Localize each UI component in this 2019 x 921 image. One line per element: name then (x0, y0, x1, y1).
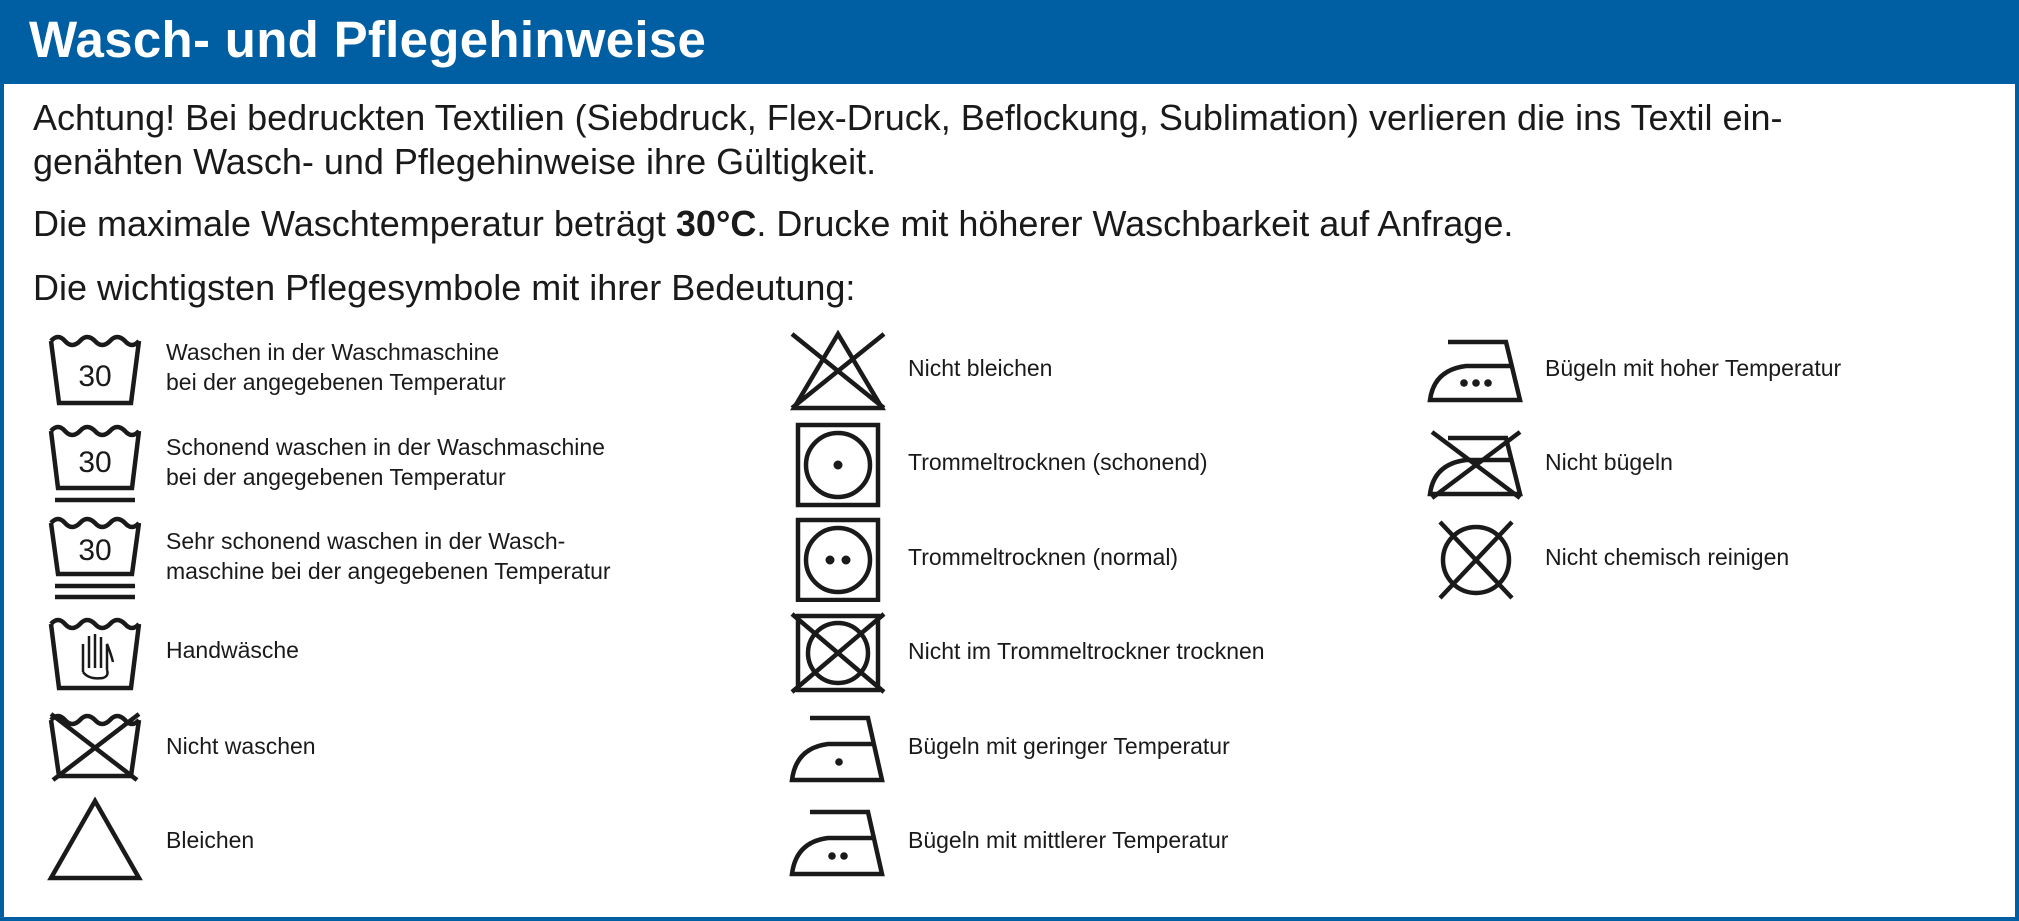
label-wash-30-gentle-line-2: bei der angegebenen Temperatur (166, 464, 506, 490)
wash-30-gentle-icon (45, 422, 145, 508)
label-tumble-dry-normal: Trommeltrocknen (normal) (908, 544, 1179, 570)
wash-30-very-gentle-number: 30 (78, 534, 112, 567)
wash-30-number: 30 (78, 360, 112, 393)
tumble-dry-normal-icon (788, 516, 888, 602)
bleach-icon (45, 796, 145, 882)
label-wash-30-very-gentle (166, 526, 611, 586)
intro-line-1: Achtung! Bei bedruckten Textilien (Siebdruck, Flex-Druck, Beflockung, Sublimation) verlieren die ins Textil ein- (33, 97, 1783, 138)
hand-wash-icon (45, 610, 145, 696)
label-do-not-tumble-dry: Nicht im Trommeltrockner trocknen (908, 638, 1265, 664)
label-do-not-wash: Nicht waschen (166, 733, 316, 759)
do-not-tumble-dry-icon (788, 610, 888, 696)
label-wash-30-very-gentle-line-1: Sehr schonend waschen in der Wasch- (166, 528, 566, 554)
page-title: Wasch- und Pflegehinweise (29, 11, 707, 68)
label-hand-wash: Handwäsche (166, 637, 299, 663)
label-do-not-dry-clean: Nicht chemisch reinigen (1545, 544, 1790, 570)
intro-line-2: genähten Wasch- und Pflegehinweise ihre Gültigkeit. (33, 141, 877, 182)
label-do-not-bleach: Nicht bleichen (908, 355, 1053, 381)
wash-30-gentle-number: 30 (78, 446, 112, 479)
temp-text-before: Die maximale Waschtemperatur beträgt (33, 203, 676, 244)
do-not-iron-icon (1426, 422, 1526, 508)
tumble-dry-gentle-icon (788, 422, 888, 508)
max-temperature-note (33, 202, 1513, 246)
iron-low-icon (788, 704, 888, 790)
label-tumble-dry-gentle: Trommeltrocknen (schonend) (908, 449, 1208, 475)
label-bleach: Bleichen (166, 827, 255, 853)
iron-medium-icon (788, 796, 888, 882)
label-iron-medium: Bügeln mit mittlerer Temperatur (908, 827, 1229, 853)
label-wash-30-very-gentle-line-2: maschine bei der angegebenen Temperatur (166, 558, 611, 584)
intro-warning (33, 96, 1993, 184)
symbols-heading: Die wichtigsten Pflegesymbole mit ihrer Bedeutung: (33, 267, 856, 308)
label-do-not-iron: Nicht bügeln (1545, 449, 1673, 475)
temp-value: 30°C (675, 203, 757, 244)
wash-30-icon (45, 328, 145, 414)
label-iron-low: Bügeln mit geringer Temperatur (908, 733, 1230, 759)
iron-high-icon (1426, 328, 1526, 414)
label-wash-30 (166, 337, 506, 397)
wash-30-very-gentle-icon (45, 516, 145, 602)
do-not-dry-clean-icon (1426, 516, 1526, 602)
do-not-wash-icon (45, 704, 145, 790)
header-bar (0, 0, 2019, 84)
label-wash-30-line-2: bei der angegebenen Temperatur (166, 369, 506, 395)
label-iron-high: Bügeln mit hoher Temperatur (1545, 355, 1842, 381)
do-not-bleach-icon (788, 328, 888, 414)
label-wash-30-line-1: Waschen in der Waschmaschine (166, 339, 500, 365)
label-wash-30-gentle-line-1: Schonend waschen in der Waschmaschine (166, 434, 605, 460)
label-wash-30-gentle (166, 432, 605, 492)
temp-text-after: . Drucke mit höherer Waschbarkeit auf Anfrage. (756, 203, 1514, 244)
